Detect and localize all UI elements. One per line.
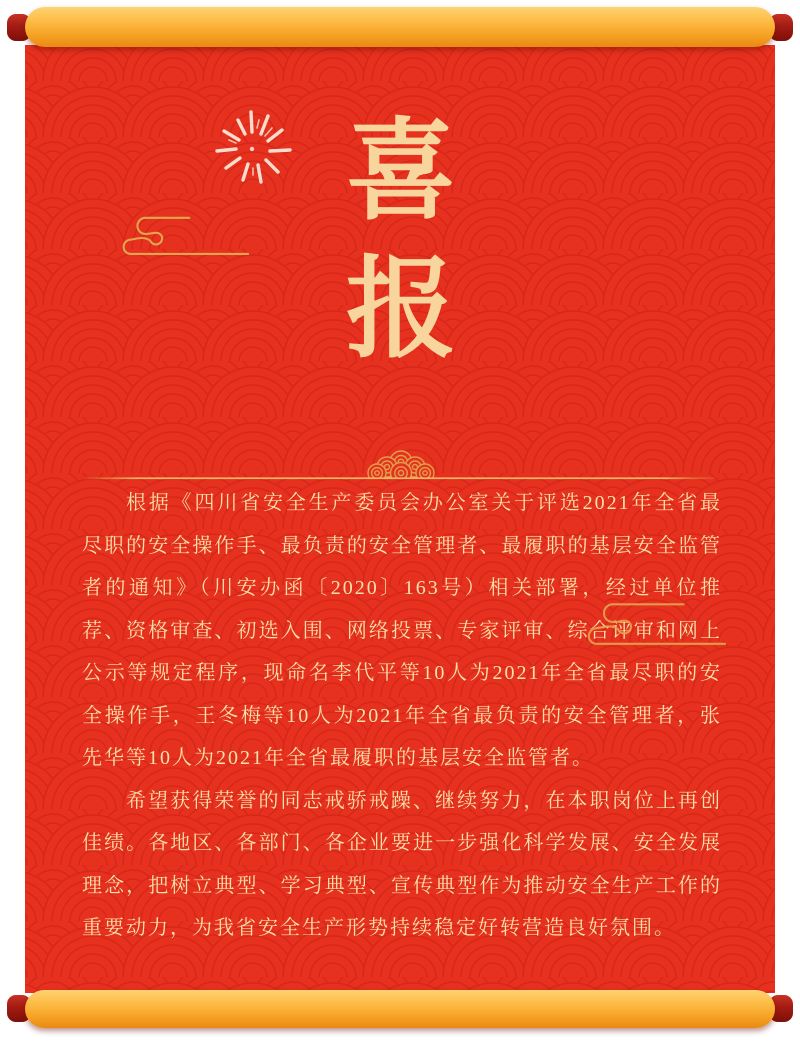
scroll-roller-top <box>25 7 775 47</box>
auspicious-cloud-icon-left <box>98 210 250 258</box>
announcement-paragraph-1: 根据《四川省安全生产委员会办公室关于评选2021年全省最尽职的安全操作手、最负责的安全管理者、最履职的基层安全监管者的通知》（川安办函〔2020〕163号）相关部署，经过单位推荐、资格审查、初选入围、网络投票、专家评审、综合评审和网上公示等规定程序，现命名李代平等10人为2021年全省最尽职的安全操作手，王冬梅等10人为2021年全省最负责的安全管理者，张先华等10人为2021年全省最履职的基层安全监管者。 <box>82 492 722 769</box>
poster-title: 喜报 <box>346 110 456 371</box>
announcement-paragraph-2: 希望获得荣誉的同志戒骄戒躁、继续努力，在本职岗位上再创佳绩。各地区、各部门、各企业要进一步强化科学发展、安全发展理念，把树立典型、学习典型、宣传典型作为推动安全生产工作的重要动力，为我省安全生产形势持续稳定好转营造良好氛围。 <box>82 789 722 939</box>
cloud-mound-divider-icon <box>85 450 715 480</box>
fireworks-icon <box>202 98 302 198</box>
scroll-roller-bottom <box>25 990 775 1028</box>
announcement-body <box>82 482 722 950</box>
scroll-body <box>25 45 775 993</box>
auspicious-cloud-icon-right <box>560 596 728 648</box>
